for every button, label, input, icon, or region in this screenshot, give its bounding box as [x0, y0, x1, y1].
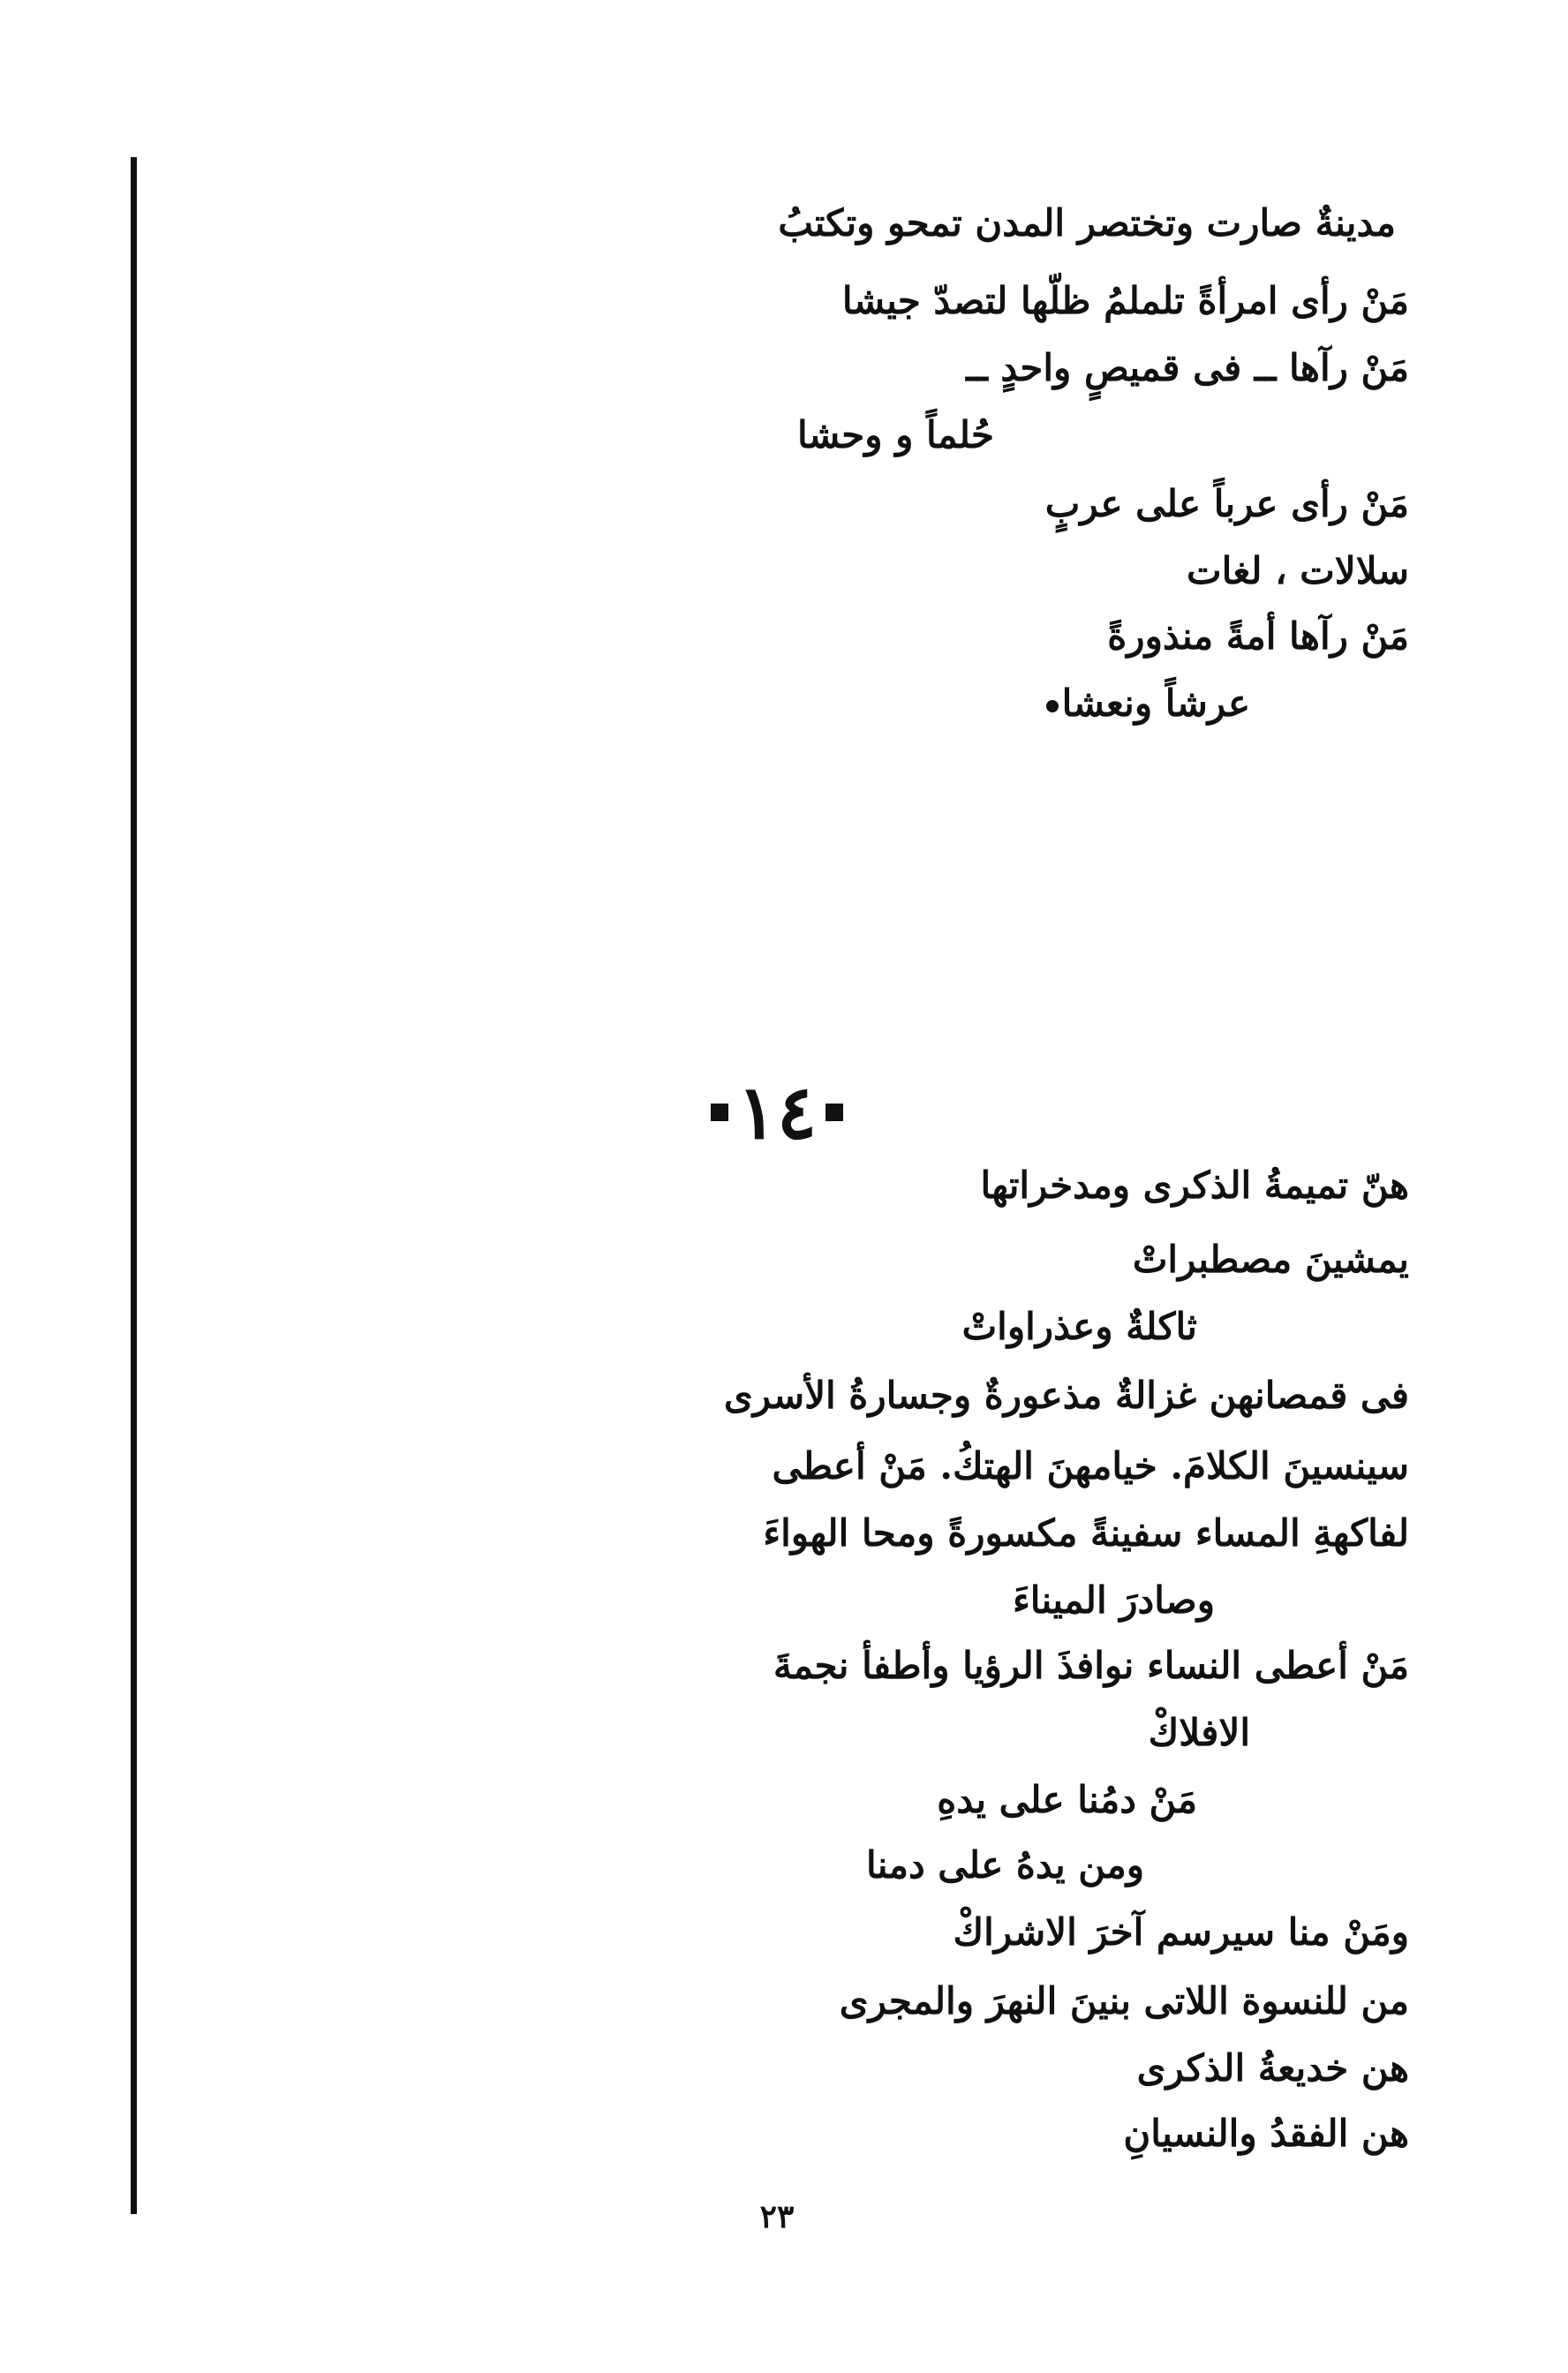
poem-top-line-6: سلالات ، لغات [1187, 549, 1409, 592]
end-dot-icon [1046, 700, 1059, 712]
square-bullet-icon [711, 1104, 728, 1121]
poem-bottom-line-7: وصادرَ الميناءَ [1013, 1578, 1215, 1622]
poem-bottom-line-3: ثاكلةٌ وعذراواتْ [961, 1305, 1197, 1348]
poem-top-line-8-text: عرشاً ونعشا [1061, 682, 1250, 725]
poem-bottom-line-1: هنّ تميمةُ الذكرى ومدخراتها [980, 1164, 1409, 1207]
poem-top-line-5: مَنْ رأى عرباً على عربٍ [1044, 482, 1409, 525]
poem-bottom-line-12: ومَنْ منا سيرسم آخرَ الاشراكْ [953, 1910, 1409, 1954]
page-number: ٢٣ [759, 2198, 795, 2235]
poem-bottom-line-10: مَنْ دمُنا على يدهِ [937, 1778, 1197, 1821]
poem-bottom-line-6: لفاكهةِ المساء سفينةً مكسورةً ومحا الهواءَ [763, 1511, 1409, 1555]
section-number-value: ١٤ [736, 1068, 818, 1156]
poem-bottom-line-8: مَنْ أعطى النساء نوافذَ الرؤيا وأطفأ نجمةَ [773, 1644, 1409, 1687]
square-bullet-icon [825, 1104, 843, 1121]
poem-bottom-line-15: هن الفقدُ والنسيانِ [1123, 2112, 1409, 2155]
poem-bottom-line-14: هن خديعةُ الذكرى [1136, 2046, 1409, 2090]
poem-bottom-line-5: سينسينَ الكلامَ. خيامهنَ الهتكُ. مَنْ أعطى [772, 1444, 1409, 1488]
poem-top-line-2: مَنْ رأى امرأةً تلملمُ ظلّها لتصدّ جيشا [841, 279, 1409, 322]
poem-top-line-7: مَنْ رآها أمةً منذورةً [1107, 614, 1409, 658]
poem-top-line-1: مدينةٌ صارت وتختصر المدن تمحو وتكتبُ [778, 201, 1396, 245]
poem-top-line-8 [1046, 682, 1250, 725]
margin-rule [131, 157, 137, 2214]
poem-bottom-line-4: فى قمصانهن غزالةٌ مذعورةٌ وجسارةُ الأسرى [723, 1374, 1409, 1417]
poem-bottom-line-9: الافلاكْ [1148, 1711, 1250, 1754]
poem-top-line-3: مَنْ رآها ــ فى قميصٍ واحدٍ ــ [966, 346, 1409, 389]
poem-bottom-line-2: يمشينَ مصطبراتْ [1132, 1238, 1409, 1281]
poem-top-line-4: حُلماً و وحشا [797, 413, 994, 456]
section-number [618, 1068, 936, 1156]
poem-bottom-line-13: من للنسوة اللاتى بنينَ النهرَ والمجرى [839, 1979, 1409, 2023]
poem-bottom-line-11: ومن يدهُ على دمنا [866, 1843, 1144, 1887]
